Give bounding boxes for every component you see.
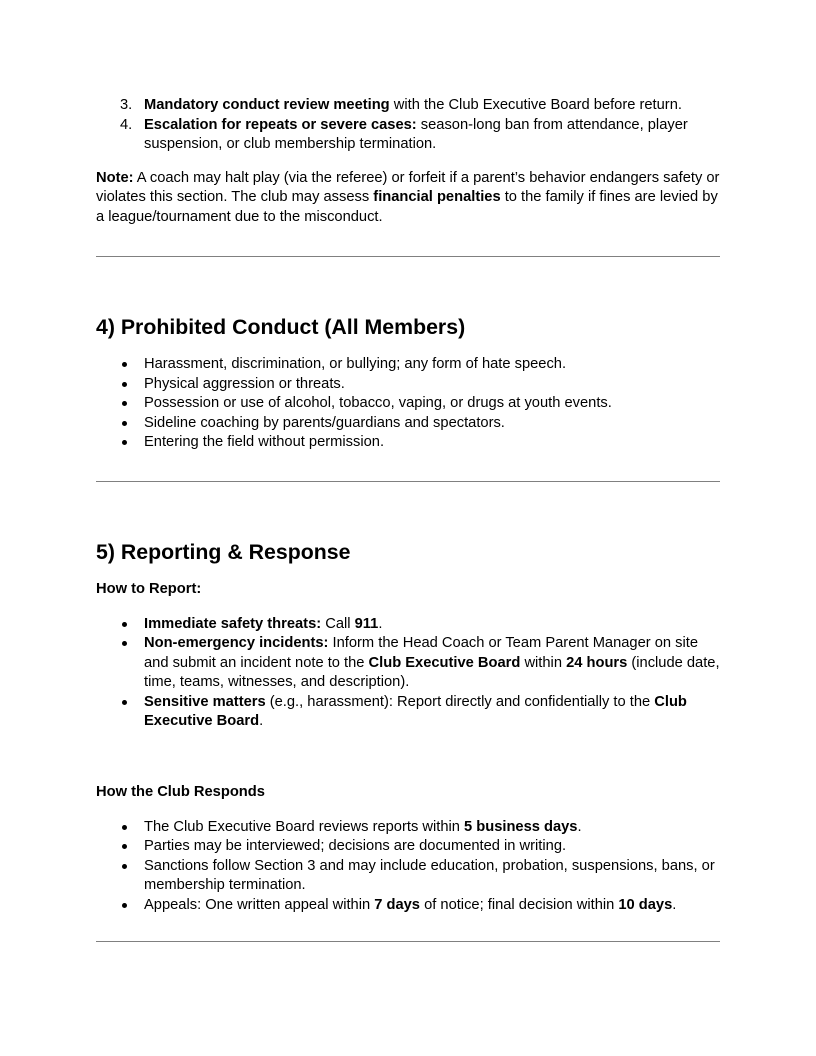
text-run: A coach may halt play (via the referee) or forfeit if a parent’s behavior endangers safety or violates this section. The club may assess	[96, 169, 720, 205]
text-run: Parties may be interviewed; decisions are documented in writing.	[144, 838, 567, 854]
text-run: Sideline coaching by parents/guardians and spectators.	[144, 414, 505, 431]
text-run: within	[520, 654, 567, 671]
text-run: .	[378, 615, 383, 632]
text-run: The Club Executive Board reviews reports within	[144, 818, 464, 835]
bold-text-run: financial penalties	[373, 189, 501, 205]
section-5-heading: 5) Reporting & Response	[96, 540, 351, 564]
bold-text-run: Non-emergency incidents:	[144, 635, 329, 651]
bold-text-run: Note:	[96, 169, 134, 186]
section-4-heading: 4) Prohibited Conduct (All Members)	[96, 315, 466, 339]
text-run: Inform the Head Coach or Team Parent Manager on site and submit an incident note to the	[144, 635, 699, 671]
list-item	[96, 634, 720, 693]
club-responds-list	[96, 818, 720, 916]
text-run: Call	[321, 615, 355, 632]
list-item	[96, 375, 720, 395]
list-item	[96, 394, 720, 414]
bold-text-run: Escalation for repeats or severe cases:	[144, 116, 417, 133]
bold-text-run: 7 days	[374, 896, 420, 913]
bold-text-run: 24 hours	[566, 654, 628, 671]
text-run: (e.g., harassment): Report directly and confidentially to the	[265, 693, 655, 710]
bold-text-run: 10 days	[618, 896, 673, 913]
list-item	[96, 818, 720, 838]
list-item	[96, 896, 720, 916]
text-run: .	[577, 818, 582, 835]
bold-text-run: Club Executive Board	[144, 693, 687, 729]
bold-text-run: 911	[354, 615, 379, 632]
prohibited-conduct-list	[96, 355, 720, 453]
text-run: Harassment, discrimination, or bullying; any form of hate speech.	[144, 356, 567, 372]
list-item	[96, 116, 720, 155]
list-item	[96, 96, 720, 116]
text-run: Sanctions follow Section 3 and may include education, probation, suspensions, bans, or membership termination.	[144, 857, 715, 893]
bold-text-run: Immediate safety threats:	[144, 615, 322, 632]
section-divider	[96, 256, 720, 257]
text-run: season-long ban from attendance, player suspension, or club membership termination.	[144, 116, 688, 152]
bold-text-run: 5 business days	[464, 818, 578, 835]
section-divider	[96, 481, 720, 482]
bold-text-run: Club Executive Board	[368, 654, 521, 671]
text-run: Physical aggression or threats.	[144, 375, 345, 392]
how-to-report-label: How to Report:	[96, 581, 202, 597]
note-paragraph	[96, 169, 720, 228]
list-item	[96, 615, 720, 635]
how-to-report-list	[96, 615, 720, 732]
bold-text-run: Mandatory conduct review meeting	[144, 97, 390, 113]
text-run: Appeals: One written appeal within	[144, 896, 375, 913]
text-run: with the Club Executive Board before return.	[389, 97, 682, 113]
list-item	[96, 857, 720, 896]
text-run: of notice; final decision within	[419, 896, 619, 913]
text-run: .	[259, 713, 264, 729]
bold-text-run: Sensitive matters	[144, 693, 266, 710]
list-item	[96, 433, 720, 453]
how-club-responds-label: How the Club Responds	[96, 783, 265, 800]
text-run: Possession or use of alcohol, tobacco, vaping, or drugs at youth events.	[144, 395, 612, 411]
text-run: Entering the field without permission.	[144, 434, 385, 450]
list-item	[96, 837, 720, 857]
text-run: .	[672, 896, 677, 913]
list-item	[96, 414, 720, 434]
section-divider	[96, 941, 720, 942]
conduct-consequences-numbered-list	[96, 96, 720, 155]
list-item	[96, 355, 720, 375]
text-run: to the family if fines are levied by a league/tournament due to the misconduct.	[96, 189, 718, 225]
list-item	[96, 693, 720, 732]
text-run: (include date, time, teams, witnesses, and description).	[144, 654, 720, 690]
